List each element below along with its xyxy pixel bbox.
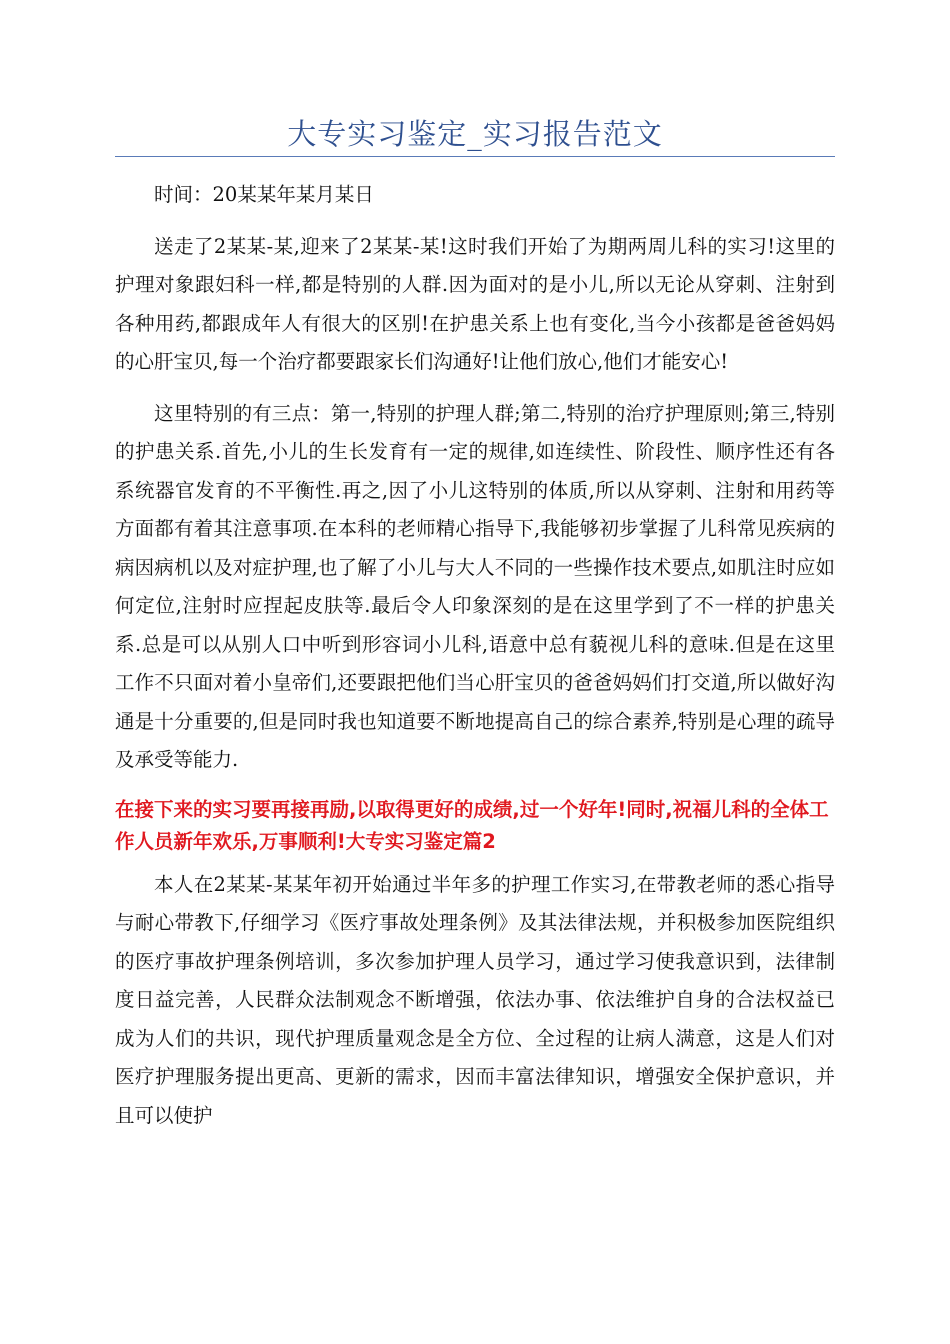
highlight-heading: 在接下来的实习要再接再励,以取得更好的成绩,过一个好年!同时,祝福儿科的全体工作人员新年欢乐,万事顺利!大专实习鉴定篇2 [115, 797, 829, 853]
paragraph-1: 送走了2某某-某,迎来了2某某-某!这时我们开始了为期两周儿科的实习!这里的护理对象跟妇科一样,都是特别的人群.因为面对的是小儿,所以无论从穿刺、注射到各种用药,都跟成年人有很大的区别!在护患关系上也有变化,当今小孩都是爸爸妈妈的心肝宝贝,每一个治疗都要跟家长们沟通好!让他们放心,他们才能安心! [115, 234, 835, 373]
document-body [115, 176, 835, 1135]
title-underline [115, 156, 835, 157]
date-line: 时间：20某某年某月某日 [154, 183, 374, 206]
paragraph-2: 这里特别的有三点：第一,特别的护理人群;第二,特别的治疗护理原则;第三,特别的护患关系.首先,小儿的生长发育有一定的规律,如连续性、阶段性、顺序性还有各系统器官发育的不平衡性.再之,因了小儿这特别的体质,所以从穿刺、注射和用药等方面都有着其注意事项.在本科的老师精心指导下,我能够初步掌握了儿科常见疾病的病因病机以及对症护理,也了解了小儿与大人不同的一些操作技术要点,如肌注时应如何定位,注射时应捏起皮肤等.最后令人印象深刻的是在这里学到了不一样的护患关系.总是可以从别人口中听到形容词小儿科,语意中总有藐视儿科的意味.但是在这里工作不只面对着小皇帝们,还要跟把他们当心肝宝贝的爸爸妈妈们打交道,所以做好沟通是十分重要的,但是同时我也知道要不断地提高自己的综合素养,特别是心理的疏导及承受等能力. [115, 401, 835, 771]
document-title: 大专实习鉴定_实习报告范文 [287, 117, 663, 151]
paragraph-3: 本人在2某某-某某年初开始通过半年多的护理工作实习,在带教老师的悉心指导与耐心带教下,仔细学习《医疗事故处理条例》及其法律法规，并积极参加医院组织的医疗事故护理条例培训，多次参加护理人员学习，通过学习使我意识到，法律制度日益完善，人民群众法制观念不断增强，依法办事、依法维护自身的合法权益已成为人们的共识，现代护理质量观念是全方位、全过程的让病人满意，这是人们对医疗护理服务提出更高、更新的需求，因而丰富法律知识，增强安全保护意识，并且可以使护 [115, 872, 835, 1127]
